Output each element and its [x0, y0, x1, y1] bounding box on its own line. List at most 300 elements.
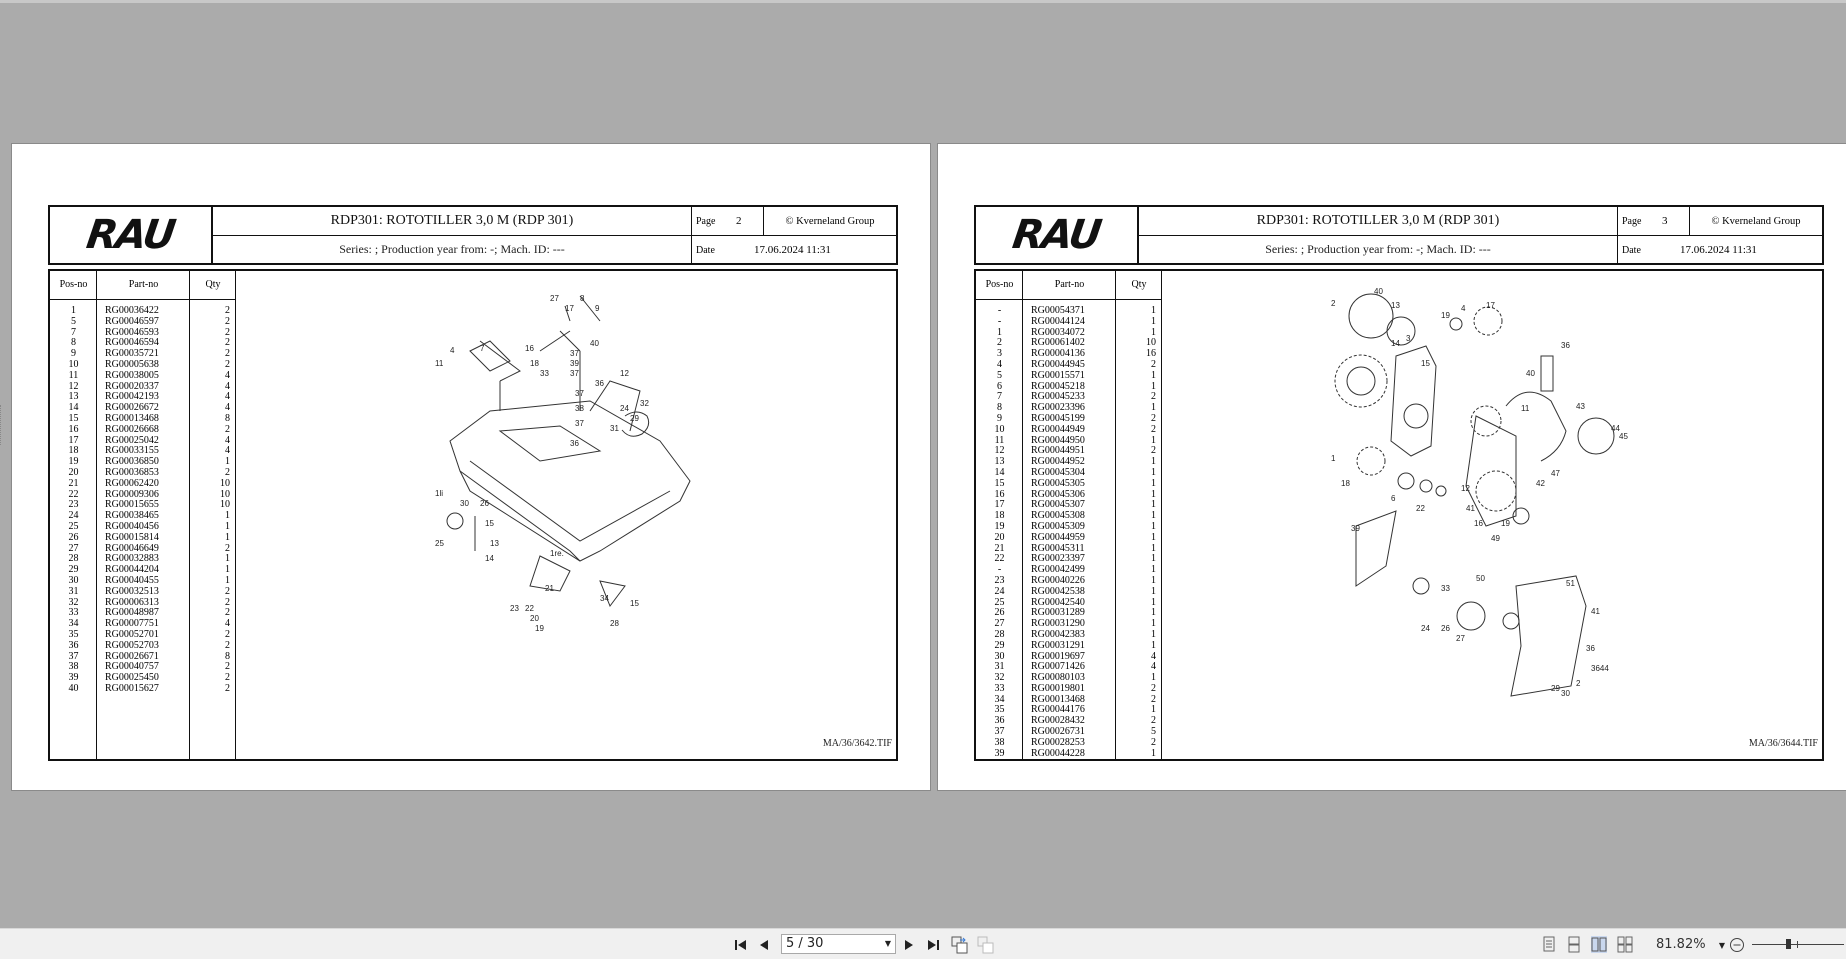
cell-pos-no: 35 — [994, 704, 1005, 716]
table-row — [976, 533, 1162, 544]
cell-pos-no: 4 — [997, 358, 1002, 370]
cell-pos-no: 30 — [994, 650, 1005, 662]
previous-page-icon — [758, 938, 770, 952]
document-page-right — [937, 143, 1846, 791]
cell-qty: 4 — [1151, 661, 1156, 673]
svg-text:33: 33 — [540, 369, 549, 378]
svg-text:42: 42 — [1536, 479, 1545, 488]
parts-table — [974, 269, 1824, 761]
table-row — [50, 587, 236, 598]
continuous-page-icon — [1566, 936, 1582, 953]
table-row — [976, 749, 1162, 760]
cell-qty: 2 — [225, 607, 230, 619]
page-number-value: 5 / 30 — [786, 936, 824, 951]
page-number: 3 — [1662, 215, 1668, 227]
cell-pos-no: 12 — [994, 445, 1005, 457]
svg-text:26: 26 — [1441, 624, 1450, 633]
table-row — [976, 641, 1162, 652]
date-label: Date — [696, 245, 715, 256]
svg-text:15: 15 — [1421, 359, 1430, 368]
cell-part-no: RG00015571 — [1031, 369, 1085, 381]
cell-part-no: RG00042540 — [1031, 596, 1085, 608]
page-label: Page — [1622, 216, 1642, 227]
page-header — [48, 205, 898, 265]
cell-pos-no: 14 — [994, 466, 1005, 478]
table-header — [976, 271, 1162, 300]
svg-text:40: 40 — [1526, 369, 1535, 378]
cell-pos-no: 8 — [997, 402, 1002, 414]
series-info: Series: ; Production year from: -; Mach. ID: --- — [213, 236, 692, 263]
first-page-button[interactable] — [733, 936, 749, 954]
cell-part-no: RG00046594 — [105, 337, 159, 349]
continuous-view-button[interactable] — [1566, 936, 1582, 953]
cell-pos-no: 5 — [71, 315, 76, 327]
svg-text:19: 19 — [1501, 519, 1510, 528]
svg-text:30: 30 — [1561, 689, 1570, 698]
zoom-slider-track[interactable] — [1752, 944, 1844, 945]
date-label: Date — [1622, 245, 1641, 256]
cell-part-no: RG00042383 — [1031, 628, 1085, 640]
cell-qty: 4 — [225, 391, 230, 403]
svg-text:30: 30 — [460, 499, 469, 508]
cell-pos-no: 27 — [68, 542, 79, 554]
svg-text:1li: 1li — [435, 489, 444, 498]
cell-pos-no: 24 — [68, 510, 79, 522]
svg-text:31: 31 — [610, 424, 619, 433]
cell-pos-no: 39 — [994, 747, 1005, 759]
date-value: 17.06.2024 11:31 — [754, 244, 831, 256]
cell-pos-no: - — [997, 305, 1002, 316]
table-row — [50, 371, 236, 382]
table-body — [50, 306, 236, 695]
svg-text:25: 25 — [435, 539, 444, 548]
cell-part-no: RG00025042 — [105, 434, 159, 446]
cell-pos-no: 31 — [68, 585, 79, 597]
next-page-button[interactable] — [902, 936, 916, 954]
cell-qty: 2 — [1151, 693, 1156, 705]
cell-pos-no: 18 — [994, 510, 1005, 522]
cell-qty: 1 — [1151, 477, 1156, 489]
cell-pos-no: 1 — [71, 305, 76, 316]
zoom-out-icon — [1729, 937, 1745, 953]
cell-qty: 1 — [1151, 402, 1156, 414]
single-page-view-button[interactable] — [1541, 936, 1557, 953]
svg-text:13: 13 — [1391, 301, 1400, 310]
svg-text:17: 17 — [565, 304, 574, 313]
cell-part-no: RG00015814 — [105, 531, 159, 543]
cell-pos-no: 15 — [68, 412, 79, 424]
cell-pos-no: 9 — [71, 348, 76, 360]
cell-pos-no: 17 — [994, 499, 1005, 511]
cell-part-no: RG00026671 — [105, 650, 159, 662]
previous-view-button[interactable] — [951, 936, 969, 954]
svg-text:37: 37 — [570, 369, 579, 378]
zoom-level[interactable]: 81.82% — [1656, 937, 1706, 952]
document-page-left — [11, 143, 931, 791]
svg-text:3: 3 — [1406, 334, 1411, 343]
cell-pos-no: 34 — [994, 693, 1005, 705]
cell-qty: 4 — [225, 402, 230, 414]
two-page-view-button[interactable] — [1591, 936, 1607, 953]
cell-qty: 10 — [220, 499, 230, 511]
cell-pos-no: 16 — [68, 423, 79, 435]
svg-text:37: 37 — [575, 389, 584, 398]
cell-part-no: RG00044176 — [1031, 704, 1085, 716]
zoom-out-button[interactable] — [1729, 936, 1745, 954]
header-pos-no: Pos-no — [59, 279, 88, 290]
svg-text:27: 27 — [550, 294, 559, 303]
cell-pos-no: 18 — [68, 445, 79, 457]
cell-qty: 2 — [225, 585, 230, 597]
previous-page-button[interactable] — [757, 936, 771, 954]
cell-part-no: RG00025450 — [105, 672, 159, 684]
window-top-edge — [0, 0, 1846, 3]
cell-part-no: RG00042538 — [1031, 585, 1085, 597]
chevron-down-icon[interactable]: ▼ — [884, 939, 891, 948]
svg-text:18: 18 — [1341, 479, 1350, 488]
cell-pos-no: 37 — [994, 726, 1005, 738]
cell-qty: 1 — [1151, 618, 1156, 630]
cell-part-no: RG00019801 — [1031, 682, 1085, 694]
cell-part-no: RG00007751 — [105, 618, 159, 630]
cell-part-no: RG00036853 — [105, 466, 159, 478]
table-body — [976, 306, 1162, 759]
svg-text:28: 28 — [610, 619, 619, 628]
page-number: 2 — [736, 215, 742, 227]
svg-text:16: 16 — [1474, 519, 1483, 528]
cell-part-no: RG00036850 — [105, 456, 159, 468]
cell-part-no: RG00044950 — [1031, 434, 1085, 446]
cell-part-no: RG00044228 — [1031, 747, 1085, 759]
series-info: Series: ; Production year from: -; Mach. ID: --- — [1139, 236, 1618, 263]
zoom-dropdown-button[interactable] — [1718, 936, 1726, 954]
cell-part-no: RG00023396 — [1031, 402, 1085, 414]
cell-qty: 4 — [225, 434, 230, 446]
svg-text:39: 39 — [1351, 524, 1360, 533]
cell-pos-no: 40 — [68, 682, 79, 694]
cell-pos-no: 20 — [68, 466, 79, 478]
cell-pos-no: 17 — [68, 434, 79, 446]
cell-qty: 1 — [1151, 672, 1156, 684]
cell-pos-no: 30 — [68, 574, 79, 586]
cell-part-no: RG00052703 — [105, 639, 159, 651]
cell-part-no: RG00015627 — [105, 682, 159, 694]
cell-pos-no: 6 — [997, 380, 1002, 392]
zoom-slider-thumb[interactable] — [1786, 939, 1791, 949]
single-page-icon — [1541, 936, 1557, 953]
cell-qty: 1 — [1151, 542, 1156, 554]
cell-qty: 1 — [1151, 628, 1156, 640]
cell-pos-no: 26 — [68, 531, 79, 543]
cell-qty: 16 — [1146, 348, 1156, 360]
cell-qty: 1 — [1151, 326, 1156, 338]
table-row — [50, 641, 236, 652]
image-reference: MA/36/3644.TIF — [1748, 738, 1818, 749]
last-page-icon — [926, 938, 940, 952]
cell-part-no: RG00032883 — [105, 553, 159, 565]
image-reference: MA/36/3642.TIF — [822, 738, 892, 749]
cell-qty: 1 — [225, 520, 230, 532]
svg-text:29: 29 — [1551, 684, 1560, 693]
cell-qty: 1 — [1151, 380, 1156, 392]
svg-text:17: 17 — [1486, 301, 1495, 310]
cell-part-no: RG00020337 — [105, 380, 159, 392]
cell-qty: 10 — [220, 477, 230, 489]
cell-part-no: RG00035721 — [105, 348, 159, 360]
cell-part-no: RG00045311 — [1031, 542, 1085, 554]
cell-pos-no: 1 — [997, 326, 1002, 338]
cell-part-no: RG00028432 — [1031, 715, 1085, 727]
cell-pos-no: 12 — [68, 380, 79, 392]
cell-qty: 2 — [1151, 391, 1156, 403]
cell-part-no: RG00044204 — [105, 564, 159, 576]
cell-part-no: RG00013468 — [105, 412, 159, 424]
svg-text:36: 36 — [570, 439, 579, 448]
svg-text:23: 23 — [510, 604, 519, 613]
two-page-icon — [1591, 936, 1607, 953]
svg-text:8: 8 — [580, 294, 585, 303]
last-page-button[interactable] — [925, 936, 941, 954]
cell-part-no: RG00005638 — [105, 358, 159, 370]
svg-text:20: 20 — [530, 614, 539, 623]
cell-pos-no: 38 — [68, 661, 79, 673]
cell-qty: 1 — [1151, 574, 1156, 586]
svg-text:4: 4 — [450, 346, 455, 355]
cell-qty: 1 — [225, 564, 230, 576]
svg-text:40: 40 — [1374, 287, 1383, 296]
cell-part-no: RG00046649 — [105, 542, 159, 554]
cell-pos-no: 23 — [994, 574, 1005, 586]
page-title: RDP301: ROTOTILLER 3,0 M (RDP 301) — [1139, 207, 1618, 236]
svg-text:6: 6 — [1391, 494, 1396, 503]
cell-part-no: RG00031289 — [1031, 607, 1085, 619]
two-page-continuous-view-button[interactable] — [1617, 936, 1633, 953]
exploded-parts-drawing — [1326, 286, 1656, 716]
cell-pos-no: 5 — [997, 369, 1002, 381]
cell-pos-no: 32 — [68, 596, 79, 608]
cell-part-no: RG00040456 — [105, 520, 159, 532]
svg-text:9: 9 — [595, 304, 600, 313]
cell-qty: 1 — [1151, 305, 1156, 316]
copyright: © Kverneland Group — [764, 207, 896, 236]
cell-qty: 1 — [225, 574, 230, 586]
svg-text:12: 12 — [1461, 484, 1470, 493]
cell-part-no: RG00044959 — [1031, 531, 1085, 543]
cell-pos-no: 13 — [994, 456, 1005, 468]
table-row — [976, 587, 1162, 598]
svg-text:36: 36 — [1561, 341, 1570, 350]
cell-part-no: RG00045233 — [1031, 391, 1085, 403]
svg-text:33: 33 — [1441, 584, 1450, 593]
viewer-toolbar — [0, 928, 1846, 959]
next-page-icon — [903, 938, 915, 952]
cell-qty: 2 — [225, 639, 230, 651]
table-row — [976, 371, 1162, 382]
cell-pos-no: 27 — [994, 618, 1005, 630]
svg-text:24: 24 — [1421, 624, 1430, 633]
header-part-no: Part-no — [1054, 279, 1085, 290]
cell-part-no: RG00071426 — [1031, 661, 1085, 673]
cell-pos-no: 2 — [997, 337, 1002, 349]
cell-pos-no: 33 — [994, 682, 1005, 694]
cell-part-no: RG00042193 — [105, 391, 159, 403]
svg-text:22: 22 — [525, 604, 534, 613]
cell-qty: 2 — [1151, 412, 1156, 424]
cell-part-no: RG00009306 — [105, 488, 159, 500]
cell-part-no: RG00026731 — [1031, 726, 1085, 738]
cell-qty: 2 — [225, 337, 230, 349]
cell-qty: 2 — [225, 423, 230, 435]
exploded-parts-drawing — [430, 291, 730, 631]
cell-qty: 4 — [225, 445, 230, 457]
cell-part-no: RG00062420 — [105, 477, 159, 489]
header-qty: Qty — [205, 279, 221, 290]
page-number-cell — [1618, 207, 1690, 236]
cell-qty: 2 — [225, 348, 230, 360]
svg-text:11: 11 — [435, 359, 444, 368]
cell-pos-no: 33 — [68, 607, 79, 619]
svg-text:36: 36 — [595, 379, 604, 388]
cell-qty: 2 — [1151, 715, 1156, 727]
header-part-no: Part-no — [128, 279, 159, 290]
cell-part-no: RG00045305 — [1031, 477, 1085, 489]
cell-part-no: RG00044945 — [1031, 358, 1085, 370]
cell-qty: 1 — [225, 456, 230, 468]
cell-qty: 4 — [225, 369, 230, 381]
cell-pos-no: 36 — [68, 639, 79, 651]
previous-view-icon — [951, 936, 969, 954]
cell-qty: 2 — [1151, 423, 1156, 435]
svg-text:40: 40 — [590, 339, 599, 348]
svg-text:19: 19 — [1441, 311, 1450, 320]
svg-text:1: 1 — [1331, 454, 1336, 463]
svg-text:39: 39 — [570, 359, 579, 368]
header-qty: Qty — [1131, 279, 1147, 290]
cell-qty: 2 — [225, 628, 230, 640]
svg-text:27: 27 — [1456, 634, 1465, 643]
svg-text:15: 15 — [630, 599, 639, 608]
svg-text:37: 37 — [575, 419, 584, 428]
cell-part-no: RG00040226 — [1031, 574, 1085, 586]
cell-pos-no: 10 — [994, 423, 1005, 435]
cell-pos-no: 34 — [68, 618, 79, 630]
cell-qty: 1 — [225, 510, 230, 522]
svg-text:45: 45 — [1619, 432, 1628, 441]
next-view-button[interactable] — [977, 936, 995, 954]
cell-pos-no: 19 — [994, 520, 1005, 532]
cell-qty: 10 — [220, 488, 230, 500]
cell-pos-no: 22 — [994, 553, 1005, 565]
cell-qty: 1 — [1151, 585, 1156, 597]
cell-pos-no: 31 — [994, 661, 1005, 673]
svg-text:19: 19 — [535, 624, 544, 631]
rau-logo: RAU — [1010, 212, 1103, 258]
svg-text:2: 2 — [1576, 679, 1581, 688]
cell-pos-no: 11 — [68, 369, 79, 381]
svg-text:13: 13 — [490, 539, 499, 548]
cell-pos-no: 24 — [994, 585, 1005, 597]
cell-qty: 1 — [1151, 456, 1156, 468]
cell-qty: 2 — [225, 326, 230, 338]
cell-pos-no: 19 — [68, 456, 79, 468]
cell-part-no: RG00004136 — [1031, 348, 1085, 360]
cell-qty: 2 — [225, 466, 230, 478]
cell-qty: 5 — [1151, 726, 1156, 738]
cell-part-no: RG00045218 — [1031, 380, 1085, 392]
cell-part-no: RG00044951 — [1031, 445, 1085, 457]
date-value: 17.06.2024 11:31 — [1680, 244, 1757, 256]
cell-qty: 1 — [1151, 564, 1156, 576]
cell-qty: 1 — [1151, 315, 1156, 327]
cell-pos-no: 28 — [68, 553, 79, 565]
svg-text:14: 14 — [1391, 339, 1400, 348]
cell-pos-no: - — [997, 315, 1002, 327]
cell-part-no: RG00040455 — [105, 574, 159, 586]
zoom-slider-tick — [1797, 941, 1798, 948]
cell-qty: 8 — [225, 412, 230, 424]
cell-pos-no: 21 — [68, 477, 79, 489]
cell-qty: 4 — [225, 618, 230, 630]
svg-text:2: 2 — [1331, 299, 1336, 308]
cell-pos-no: 25 — [68, 520, 79, 532]
cell-qty: 1 — [225, 531, 230, 543]
cell-qty: 4 — [1151, 650, 1156, 662]
cell-part-no: RG00048987 — [105, 607, 159, 619]
cell-qty: 2 — [225, 542, 230, 554]
page-header — [974, 205, 1824, 265]
cell-pos-no: 7 — [997, 391, 1002, 403]
svg-text:14: 14 — [485, 554, 494, 563]
cell-part-no: RG00080103 — [1031, 672, 1085, 684]
date-cell — [1618, 236, 1822, 263]
svg-text:18: 18 — [530, 359, 539, 368]
side-panel-grip[interactable] — [0, 405, 2, 445]
cell-part-no: RG00045308 — [1031, 510, 1085, 522]
svg-text:44: 44 — [1611, 424, 1620, 433]
cell-pos-no: 7 — [71, 326, 76, 338]
cell-pos-no: 15 — [994, 477, 1005, 489]
cell-part-no: RG00031290 — [1031, 618, 1085, 630]
cell-part-no: RG00040757 — [105, 661, 159, 673]
page-number-input[interactable] — [781, 934, 896, 954]
cell-pos-no: 35 — [68, 628, 79, 640]
svg-text:41: 41 — [1466, 504, 1475, 513]
cell-qty: 10 — [1146, 337, 1156, 349]
page-number-cell — [692, 207, 764, 236]
cell-pos-no: 37 — [68, 650, 79, 662]
cell-part-no: RG00045304 — [1031, 466, 1085, 478]
svg-text:50: 50 — [1476, 574, 1485, 583]
cell-pos-no: 22 — [68, 488, 79, 500]
cell-part-no: RG00061402 — [1031, 337, 1085, 349]
cell-qty: 1 — [1151, 466, 1156, 478]
cell-qty: 2 — [1151, 736, 1156, 748]
cell-qty: 1 — [1151, 369, 1156, 381]
svg-text:1re.: 1re. — [550, 549, 564, 558]
cell-pos-no: 28 — [994, 628, 1005, 640]
svg-text:43: 43 — [1576, 402, 1585, 411]
cell-part-no: RG00026668 — [105, 423, 159, 435]
cell-pos-no: 16 — [994, 488, 1005, 500]
cell-pos-no: 10 — [68, 358, 79, 370]
cell-part-no: RG00044952 — [1031, 456, 1085, 468]
cell-part-no: RG00044949 — [1031, 423, 1085, 435]
svg-text:12: 12 — [620, 369, 629, 378]
cell-part-no: RG00028253 — [1031, 736, 1085, 748]
cell-qty: 1 — [1151, 607, 1156, 619]
cell-part-no: RG00038005 — [105, 369, 159, 381]
cell-qty: 1 — [1151, 704, 1156, 716]
